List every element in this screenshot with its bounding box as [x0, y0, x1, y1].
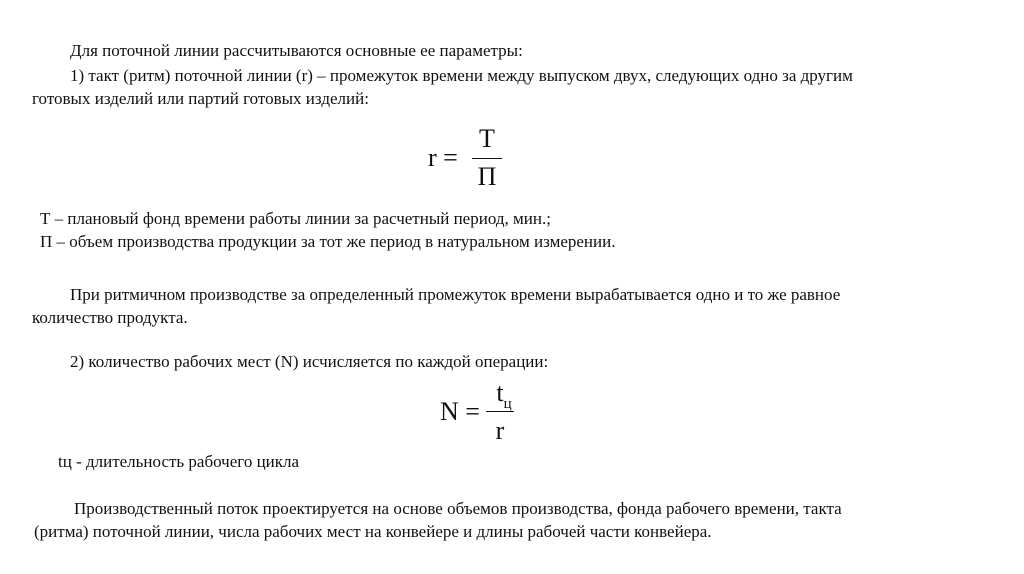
- formula-workplaces-numerator-sub: ц: [503, 396, 512, 412]
- formula-workplaces-numerator-main: t: [496, 378, 504, 407]
- item2-text: 2) количество рабочих мест (N) исчисляется по каждой операции:: [70, 352, 549, 371]
- item1-text-line1: 1) такт (ритм) поточной линии (r) – промежуток времени между выпуском двух, следующих одно за другим: [70, 66, 853, 85]
- formula-workplaces: [440, 378, 550, 448]
- item1-text-line2: готовых изделий или партий готовых изделий:: [32, 89, 369, 108]
- formula-rhythm-numerator: Т: [479, 124, 495, 153]
- formula-rhythm-denominator: П: [477, 162, 497, 191]
- formula-rhythm-lhs: r =: [428, 143, 458, 172]
- definition-P: П – объем производства продукции за тот же период в натуральном измерении.: [40, 232, 616, 251]
- flow-text-line2: (ритма) поточной линии, числа рабочих мест на конвейере и длины рабочей части конвейера.: [34, 522, 712, 541]
- definition-tc: tц - длительность рабочего цикла: [58, 452, 300, 471]
- formula-rhythm: [428, 122, 538, 198]
- rhythm-text-line2: количество продукта.: [32, 308, 188, 327]
- rhythm-text-line1: При ритмичном производстве за определенный промежуток времени вырабатывается одно и то же равное: [70, 285, 841, 304]
- flow-text-line1: Производственный поток проектируется на основе объемов производства, фонда рабочего времени, такта: [74, 499, 842, 518]
- definition-T: Т – плановый фонд времени работы линии за расчетный период, мин.;: [40, 209, 551, 228]
- formula-workplaces-numerator: [486, 378, 522, 412]
- formula-workplaces-fraction-bar: [486, 411, 514, 412]
- formula-rhythm-fraction-bar: [472, 158, 502, 159]
- intro-text: Для поточной линии рассчитываются основные ее параметры:: [70, 41, 523, 60]
- formula-workplaces-denominator: r: [495, 416, 505, 445]
- formula-workplaces-lhs: N =: [440, 397, 480, 426]
